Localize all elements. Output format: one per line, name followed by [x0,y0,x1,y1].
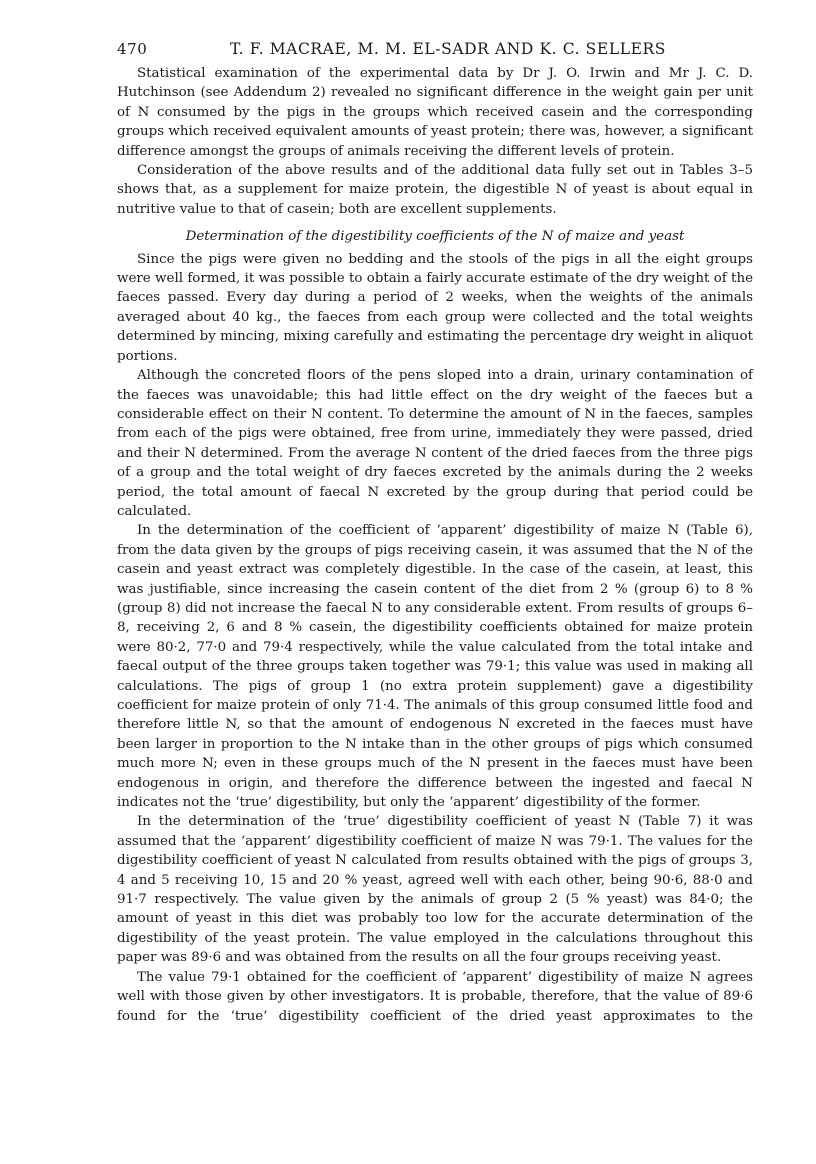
section-heading: Determination of the digestibility coefficients of the N of maize and yeast [185,229,685,245]
paragraph-urinary-contamination: Although the concreted floors of the pens sloped into a drain, urinary contamination of the faeces was unavoidable; this had little effect on the dry weight of the faeces but a considerable effect on their N content. To determine the amount of N in the faeces, samples from each of the pigs were obtained, free from urine, immediately they were passed, dried and their N determined. From the average N content of the dried faeces from the three pigs of a group and the total weight of dry faeces excreted by the animals during the 2 weeks period, the total amount of faecal N excreted by the group during that period could be calculated. [117,368,753,519]
paragraph-statistical-examination: Statistical examination of the experimental data by Dr J. O. Irwin and Mr J. C. D. Hutchinson (see Addendum 2) revealed no significant difference in the weight gain per unit of N consumed by the pigs in the groups which received casein and the corresponding groups which received equivalent amounts of yeast protein; there was, however, a significant difference amongst the groups of animals receiving the different levels of protein. [117,66,753,159]
paragraph-true-digestibility-yeast: In the determination of the ‘true’ digestibility coefficient of yeast N (Table 7) it was assumed that the ‘apparent’ digestibility coefficient of maize N was 79·1. The values for the digestibility coefficient of yeast N calculated from results obtained with the pigs of groups 3, 4 and 5 receiving 10, 15 and 20 % yeast, agreed well with each other, being 90·6, 88·0 and 91·7 respectively. The value given by the animals of group 2 (5 % yeast) was 84·0; the amount of yeast in this diet was probably too low for the accurate determination of the digestibility of the yeast protein. The value employed in the calculations throughout this paper was 89·6 and was obtained from the results on all the four groups receiving yeast. [117,814,753,966]
running-head [117,40,753,58]
page-number: 470 [117,40,148,58]
paragraph-apparent-digestibility-maize: In the determination of the coefficient of ‘apparent’ digestibility of maize N (Table 6), from the data given by the groups of pigs receiving casein, it was assumed that the N of the casein and yeast extract was completely digestible. In the case of the casein, at least, this was justifiable, since increasing the casein content of the diet from 2 % (group 6) to 8 % (group 8) did not increase the faecal N to any considerable extent. From results of groups 6–8, receiving 2, 6 and 8 % casein, the digestibility coefficients obtained for maize protein were 80·2, 77·0 and 79·4 respectively, while the value calculated from the total intake and faecal output of the three groups taken together was 79·1; this value was used in making all calculations. The pigs of group 1 (no extra protein supplement) gave a digestibility coefficient for maize protein of only 71·4. The animals of this group consumed little food and therefore little N, so that the amount of endogenous N excreted in the faeces must have been larger in proportion to the N intake than in the other groups of pigs which consumed much more N; even in these groups much of the N present in the faeces must have been endogenous in origin, and therefore the difference between the ingested and faecal N indicates not the ‘true’ digestibility, but only the ‘apparent’ digestibility of the former. [117,523,753,811]
paragraph-value-comparison: The value 79·1 obtained for the coefficient of ‘apparent’ digestibility of maize N agrees well with those given by other investigators. It is probable, therefore, that the value of 89·6 found for the ‘true’ digestibility coefficient of the dried yeast approximates to the [117,969,753,1024]
running-head-authors: T. F. MACRAE, M. M. EL-SADR AND K. C. SELLERS [229,40,667,58]
journal-page [117,40,753,1026]
paragraph-consideration: Consideration of the above results and of the additional data fully set out in Tables 3–5 shows that, as a supplement for maize protein, the digestible N of yeast is about equal in nutritive value to that of casein; both are excellent supplements. [117,163,753,217]
paragraph-dry-weight-faeces: Since the pigs were given no bedding and the stools of the pigs in all the eight groups were well formed, it was possible to obtain a fairly accurate estimate of the dry weight of the faeces passed. Every day during a period of 2 weeks, when the weights of the animals averaged about 40 kg., the faeces from each group were collected and the total weights determined by mincing, mixing carefully and estimating the percentage dry weight in aliquot portions. [117,251,753,364]
